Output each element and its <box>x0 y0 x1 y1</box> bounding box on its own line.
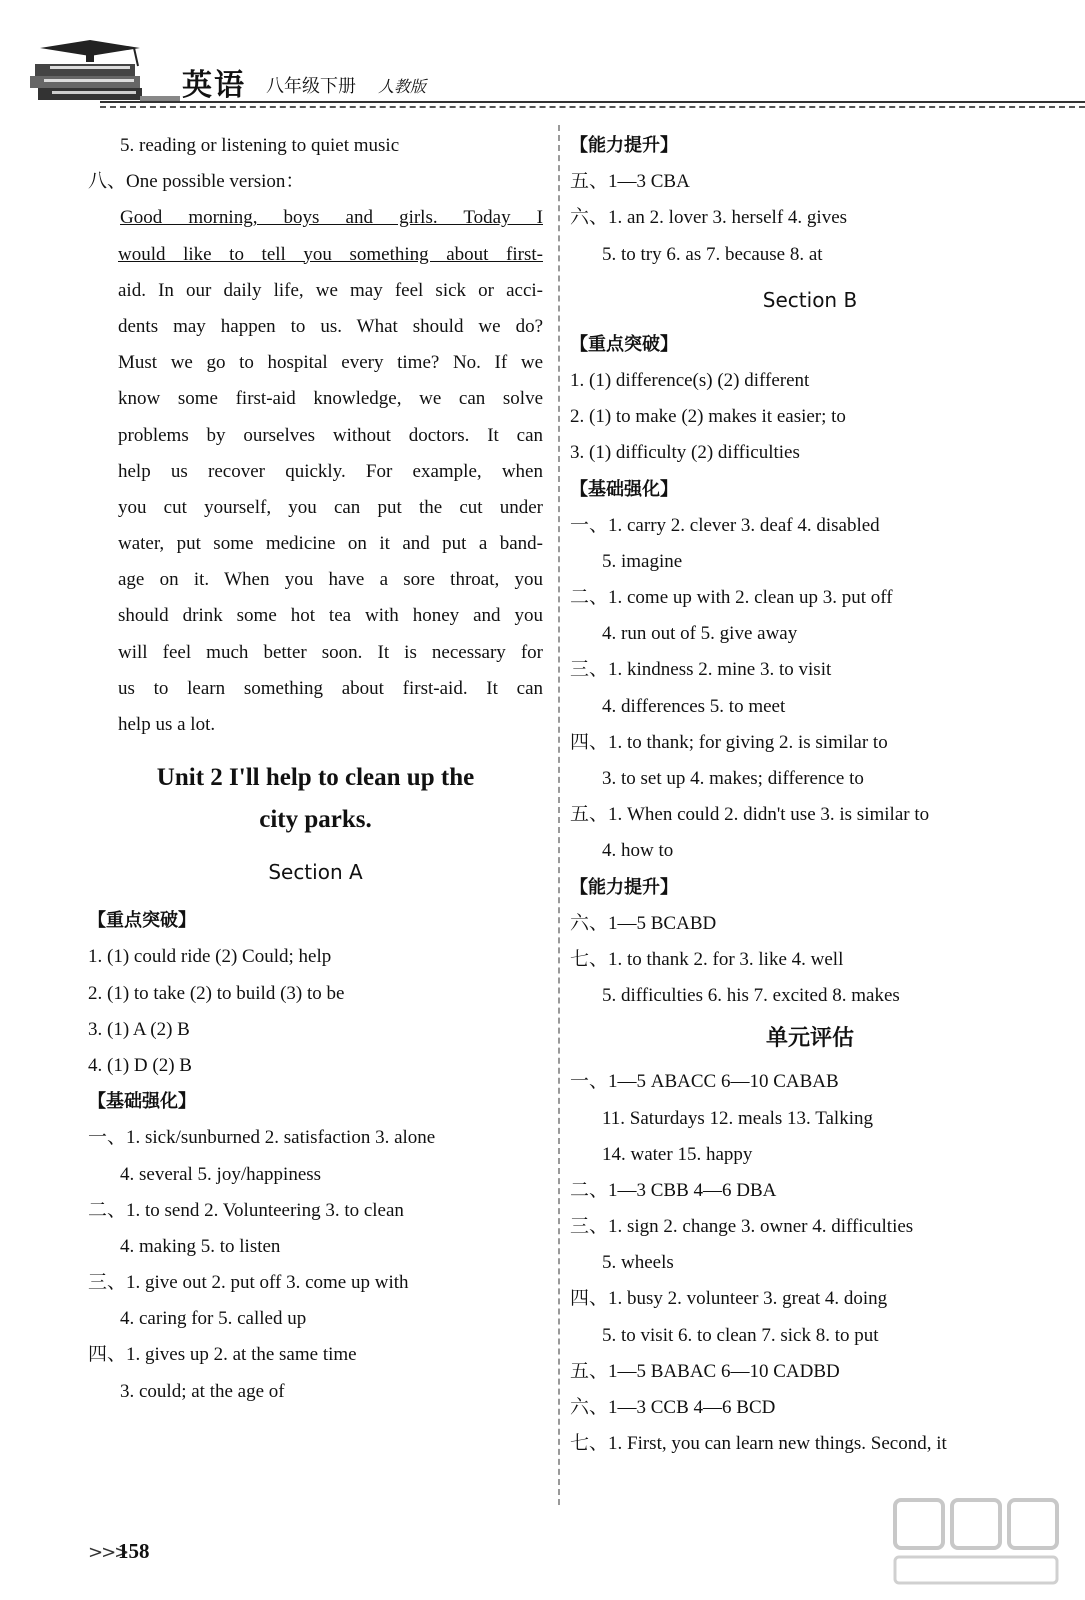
left-line: help us a lot. <box>118 714 216 735</box>
left-line: 三、1. give out 2. put off 3. come up with <box>88 1272 409 1294</box>
left-line: you cut yourself, you can put the cut under <box>118 496 543 518</box>
left-unit-title: Unit 2 I'll help to clean up the <box>156 764 475 792</box>
right-line: 二、1—3 CBB 4—6 DBA <box>570 1179 777 1201</box>
right-heading: 【基础强化】 <box>570 478 678 500</box>
left-line: would like to tell you something about first- <box>118 243 543 265</box>
left-line: water, put some medicine on it and put a band- <box>118 533 543 555</box>
footer-arrows-icon: >>> <box>88 1542 128 1563</box>
right-line: 三、1. sign 2. change 3. owner 4. difficulties <box>570 1216 914 1238</box>
edition-label: 人教版 <box>378 77 427 96</box>
right-heading: 【能力提升】 <box>570 135 678 156</box>
left-spacer <box>88 743 543 757</box>
right-line: 3. (1) difficulty (2) difficulties <box>570 442 800 464</box>
right-line: 一、1. carry 2. clever 3. deaf 4. disabled <box>570 514 880 536</box>
left-line: Must we go to hospital every time? No. If we <box>118 352 543 374</box>
right-line: 六、1—3 CCB 4—6 BCD <box>570 1397 776 1418</box>
right-line: 三、1. kindness 2. mine 3. to visit <box>570 659 832 681</box>
left-line: 3. (1) A (2) B <box>88 1018 190 1040</box>
left-line: dents may happen to us. What should we do? <box>118 315 543 337</box>
right-line: 七、1. First, you can learn new things. Second, it <box>570 1433 947 1455</box>
left-line: Good morning, boys and girls. Today I <box>120 207 543 229</box>
left-heading: 【重点突破】 <box>88 910 196 932</box>
left-line: 4. (1) D (2) B <box>88 1054 192 1076</box>
left-unit-title: city parks. <box>259 806 372 834</box>
right-column <box>570 128 1050 1462</box>
right-line: 2. (1) to make (2) makes it easier; to <box>570 406 846 428</box>
left-line: age on it. When you have a sore throat, you <box>118 569 543 591</box>
answer-watermark-logo <box>890 1495 1070 1590</box>
left-line: problems by ourselves without doctors. It can <box>118 424 543 446</box>
left-line: 4. making 5. to listen <box>120 1235 281 1257</box>
right-line: 4. run out of 5. give away <box>602 623 798 645</box>
header-rule <box>100 101 1085 103</box>
left-heading: 【基础强化】 <box>88 1091 196 1113</box>
left-section-title: Section A <box>268 860 363 885</box>
left-line: 四、1. gives up 2. at the same time <box>88 1344 357 1366</box>
left-line: 二、1. to send 2. Volunteering 3. to clean <box>88 1199 404 1221</box>
right-line: 五、1—5 BABAC 6—10 CADBD <box>570 1360 840 1382</box>
left-line: 4. several 5. joy/happiness <box>120 1163 322 1185</box>
left-line: 2. (1) to take (2) to build (3) to be <box>88 982 345 1004</box>
right-heading: 【重点突破】 <box>570 333 678 355</box>
left-line: 一、1. sick/sunburned 2. satisfaction 3. alone <box>88 1127 436 1149</box>
right-line: 14. water 15. happy <box>602 1143 753 1165</box>
column-divider <box>558 125 560 1505</box>
left-line: 5. reading or listening to quiet music <box>120 135 400 156</box>
right-line: 5. imagine <box>602 550 683 572</box>
right-line: 4. how to <box>602 840 674 862</box>
left-line: help us recover quickly. For example, when <box>118 460 543 482</box>
left-line: 3. could; at the age of <box>120 1380 285 1402</box>
right-line: 5. to visit 6. to clean 7. sick 8. to put <box>602 1324 879 1346</box>
left-line: 4. caring for 5. called up <box>120 1308 307 1330</box>
right-line: 一、1—5 ABACC 6—10 CABAB <box>570 1071 839 1093</box>
right-line: 1. (1) difference(s) (2) different <box>570 369 810 391</box>
right-line: 四、1. to thank; for giving 2. is similar to <box>570 731 888 753</box>
grade-label: 八年级下册 <box>266 76 356 97</box>
left-line: aid. In our daily life, we may feel sick or acci- <box>118 279 543 301</box>
right-section-title: Section B <box>762 287 858 312</box>
left-line: 1. (1) could ride (2) Could; help <box>88 946 332 968</box>
right-section-title: 单元评估 <box>765 1026 854 1052</box>
right-line: 四、1. busy 2. volunteer 3. great 4. doing <box>570 1288 888 1310</box>
right-line: 5. to try 6. as 7. because 8. at <box>602 243 823 265</box>
right-line: 六、1. an 2. lover 3. herself 4. gives <box>570 207 848 229</box>
left-line: will feel much better soon. It is necessary for <box>118 641 543 663</box>
right-line: 4. differences 5. to meet <box>602 695 786 717</box>
right-line: 11. Saturdays 12. meals 13. Talking <box>602 1107 873 1129</box>
page-number: 158 <box>118 1539 150 1563</box>
right-line: 五、1. When could 2. didn't use 3. is similar to <box>570 804 930 826</box>
right-line: 二、1. come up with 2. clean up 3. put off <box>570 587 893 609</box>
left-line: know some first-aid knowledge, we can solve <box>118 388 543 410</box>
right-line: 七、1. to thank 2. for 3. like 4. well <box>570 948 844 970</box>
right-line: 5. wheels <box>602 1252 674 1274</box>
left-line: 八、One possible version： <box>88 171 305 193</box>
right-line: 五、1—3 CBA <box>570 171 690 193</box>
page-header <box>0 0 1085 120</box>
right-line: 六、1—5 BCABD <box>570 912 717 934</box>
left-column <box>88 128 543 1410</box>
subject-title: 英语 <box>182 68 246 103</box>
right-heading: 【能力提升】 <box>570 876 678 898</box>
right-line: 5. difficulties 6. his 7. excited 8. makes <box>602 985 900 1007</box>
left-line: us to learn something about first-aid. It can <box>118 677 543 699</box>
header-dashed-rule <box>100 106 1085 108</box>
right-line: 3. to set up 4. makes; difference to <box>602 768 864 789</box>
left-line: should drink some hot tea with honey and you <box>118 605 543 627</box>
